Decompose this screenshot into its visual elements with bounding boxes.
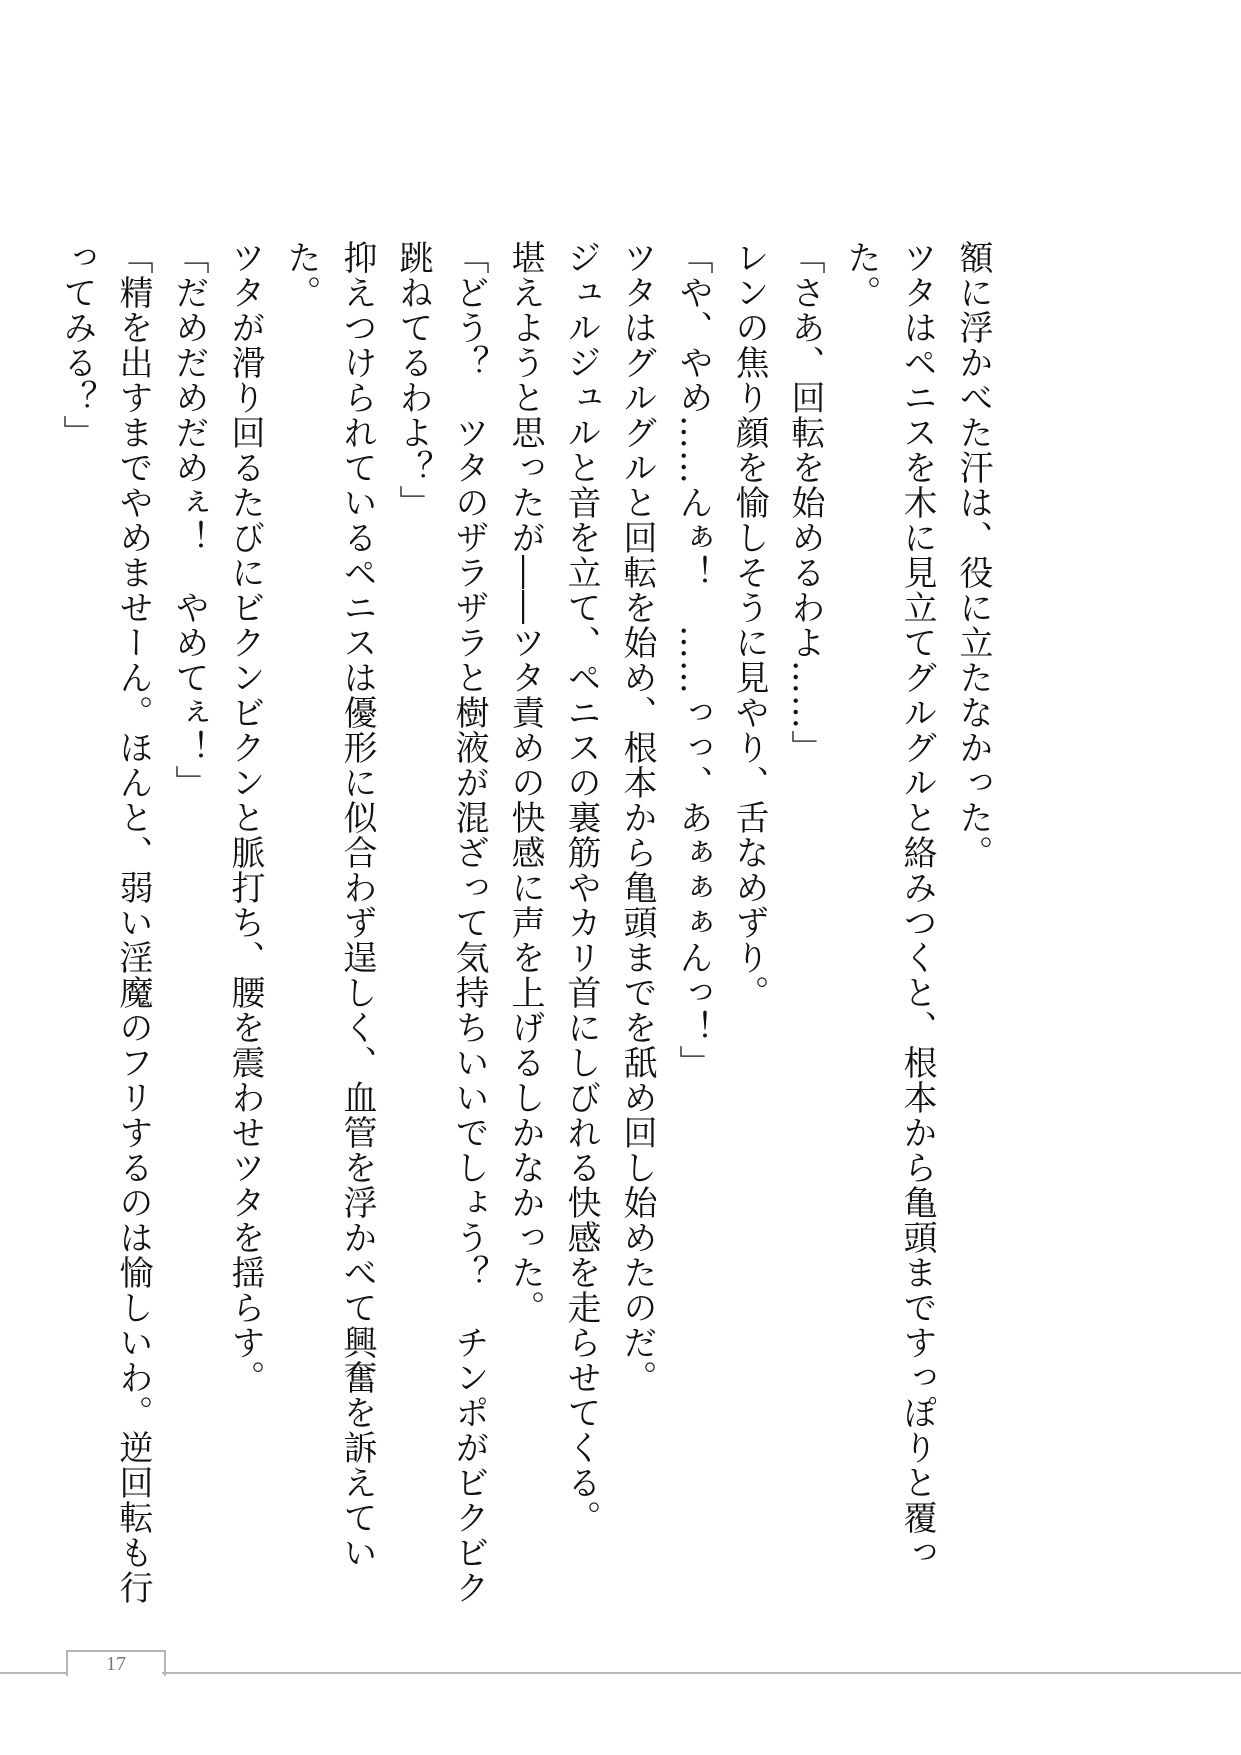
text-line: ジュルジュルと音を立て、ペニスの裏筋やカリ首にしびれる快感を走らせてくる。: [561, 240, 601, 1535]
text-line: 「精を出すまでやめませーん。ほんと、弱い淫魔のフリするのは愉しいわ。逆回転も行ってみる？」: [57, 240, 153, 1605]
vertical-text-body: [49, 240, 1001, 1620]
footer-rule-left: [0, 1672, 68, 1674]
text-line: 「だめだめだめぇ！ やめてぇ！」: [169, 240, 209, 800]
footer-rule-right: [162, 1672, 1241, 1674]
text-line: 「どう？ ツタのザラザラと樹液が混ざって気持ちいいでしょう？ チンポがビクビク跳ねてるわよ？」: [393, 240, 489, 1605]
text-line: ツタはグルグルと回転を始め、根本から亀頭までを舐め回し始めたのだ。: [617, 240, 657, 1395]
page-footer: [0, 1644, 1241, 1684]
text-line: 額に浮かべた汗は、役に立たなかった。: [953, 240, 993, 870]
text-line: レンの焦り顔を愉しそうに見やり、舌なめずり。: [729, 240, 769, 1010]
text-line: ツタはペニスを木に見立てグルグルと絡みつくと、根本から亀頭まですっぽりと覆った。: [841, 240, 937, 1570]
text-line: 抑えつけられているペニスは優形に似合わず逞しく、血管を浮かべて興奮を訴えていた。: [281, 240, 377, 1570]
text-line: 「さあ、回転を始めるわよ……」: [785, 240, 825, 765]
page-number: 17: [66, 1650, 166, 1676]
text-line: 堪えようと思ったが――ツタ責めの快感に声を上げるしかなかった。: [505, 240, 545, 1325]
text-line: ツタが滑り回るたびにビクンビクンと脈打ち、腰を震わせツタを揺らす。: [225, 240, 265, 1395]
text-line: 「や、やめ……んぁ！ ……っっ、あぁぁぁんっ！」: [673, 240, 713, 1080]
